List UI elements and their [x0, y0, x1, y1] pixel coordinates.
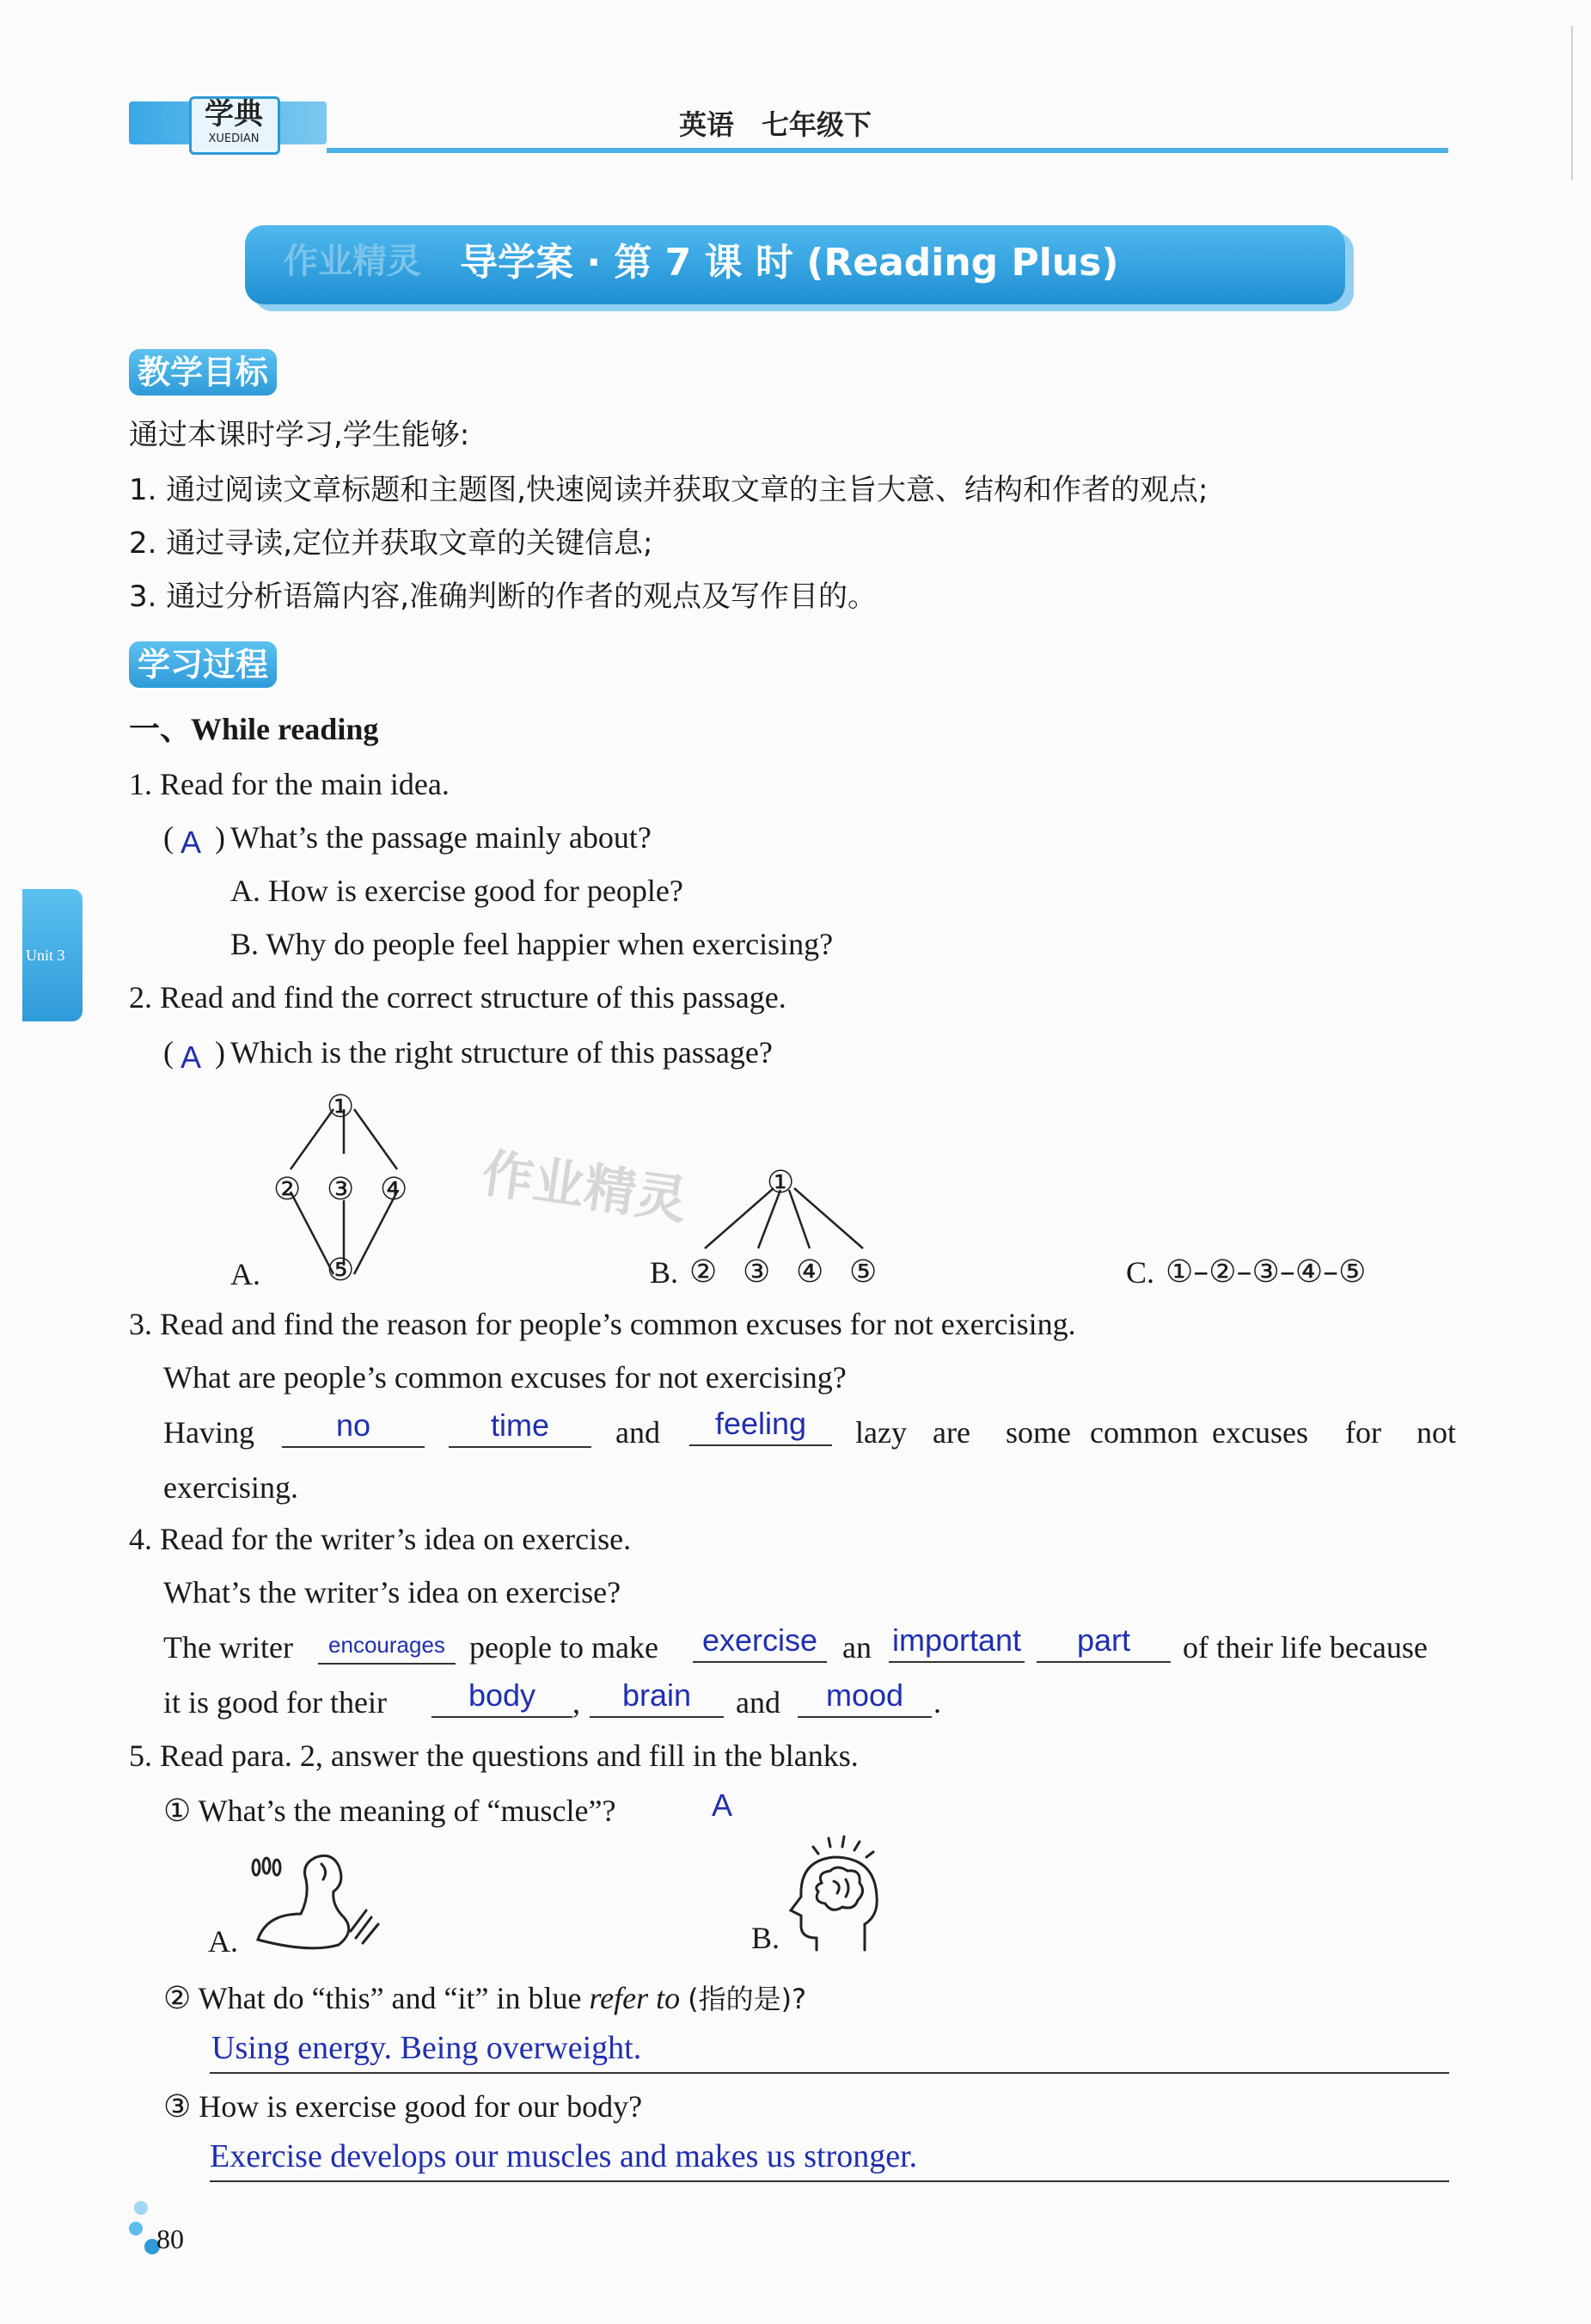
q4-period: . [933, 1685, 941, 1720]
side-unit-tab [22, 889, 83, 1021]
goal-item-3: 3. 通过分析语篇内容,准确判断的作者的观点及写作目的。 [129, 579, 878, 614]
q5-sub2-text: ② What do “this” and “it” in blue [163, 1981, 582, 2015]
q4-blank-2 [693, 1622, 827, 1663]
q5-sub3-answer: Exercise develops our muscles and makes us stronger. [210, 2138, 918, 2174]
q1-option-a: A. How is exercise good for people? [230, 874, 683, 908]
q3-title: 3. Read and find the reason for people’s common excuses for not exercising. [129, 1307, 1076, 1341]
q3-word-are: are [933, 1415, 970, 1450]
q3-word-and: and [615, 1415, 660, 1450]
diagram-a-node-2: ② [273, 1172, 302, 1207]
q1-title: 1. Read for the main idea. [129, 767, 450, 801]
diagram-b-node-2: ② [689, 1254, 718, 1290]
logo-cn: 学典 [205, 97, 263, 132]
banner-title: 导学案 · 第 7 课 时 (Reading Plus) [460, 241, 1119, 285]
q3-answer-2: time [490, 1407, 549, 1443]
q5-sub3-line [210, 2180, 1449, 2182]
goals-tag: 教学目标 [129, 349, 277, 396]
q4-question: What’s the writer’s idea on exercise? [163, 1575, 621, 1610]
q3-question: What are people’s common excuses for not exercising? [163, 1360, 847, 1395]
q4-blank-6 [590, 1677, 724, 1718]
side-unit-label: Unit 3 [26, 947, 65, 964]
q4-blank-1 [318, 1623, 456, 1665]
page-watermark: 作业精灵 [478, 1143, 691, 1232]
q2-bracket-open: ( [163, 1035, 174, 1070]
q5-sub2-italic: refer to [589, 1981, 681, 2015]
q3-blank-2 [449, 1407, 591, 1448]
q4-blank-4 [1037, 1622, 1171, 1663]
header-subject: 英语 七年级下 [679, 108, 872, 141]
goal-item-1: 1. 通过阅读文章标题和主题图,快速阅读并获取文章的主旨大意、结构和作者的观点; [129, 473, 1209, 507]
brain-option-b-label: B. [751, 1921, 780, 1955]
q3-answer-3: feeling [714, 1406, 807, 1441]
q4-text-and: and [736, 1685, 780, 1720]
diagram-a-node-5: ⑤ [327, 1253, 355, 1288]
q4-answer-5: body [468, 1677, 536, 1713]
page-number: 80 [156, 2223, 184, 2254]
q5-sub2-answer: Using energy. Being overweight. [211, 2030, 642, 2066]
process-tag: 学习过程 [129, 641, 277, 688]
q2-answer: A [181, 1039, 202, 1075]
q4-answer-7: mood [825, 1677, 904, 1713]
diagram-c-chain: ①–②–③–④–⑤ [1166, 1254, 1367, 1290]
diagram-b-node-4: ④ [796, 1254, 824, 1290]
q3-blank-3 [689, 1405, 832, 1446]
q3-word-excuses: excuses [1212, 1415, 1308, 1450]
goal-item-2: 2. 通过寻读,定位并获取文章的关键信息; [129, 526, 653, 561]
diagram-c-label: C. [1126, 1255, 1155, 1290]
q4-answer-6: brain [621, 1677, 692, 1713]
diagram-b-label: B. [650, 1255, 679, 1290]
q1-prompt: What’s the passage mainly about? [230, 820, 652, 855]
q2-bracket-close: ) [215, 1035, 225, 1070]
q1-bracket-open: ( [163, 820, 174, 855]
q4-text-people: people to make [469, 1630, 658, 1665]
q4-title: 4. Read for the writer’s idea on exercise. [129, 1522, 632, 1556]
q4-blank-7 [798, 1677, 932, 1718]
muscle-option-a-label: A. [208, 1924, 238, 1959]
q2-prompt: Which is the right structure of this passage? [230, 1035, 773, 1070]
q3-word-not: not [1417, 1415, 1457, 1450]
q1-answer: A [181, 825, 202, 860]
q5-sub2 [163, 1979, 806, 2018]
q3-word-lazy: lazy [855, 1415, 907, 1450]
q3-blank-1 [282, 1407, 425, 1448]
q1-bracket-close: ) [215, 820, 225, 855]
muscle-arm-image [249, 1845, 387, 1957]
q4-answer-4: part [1076, 1622, 1131, 1658]
goals-intro: 通过本课时学习,学生能够: [129, 418, 470, 452]
diagram-b-node-5: ⑤ [849, 1254, 878, 1290]
q5-sub2-line [210, 2072, 1449, 2074]
header-rule [327, 148, 1448, 153]
diagram-a-node-3: ③ [327, 1172, 355, 1207]
q4-text-life: of their life because [1183, 1630, 1428, 1665]
diagram-a-node-1: ① [327, 1089, 355, 1125]
q5-sub2-end: (指的是)? [688, 1983, 807, 2015]
logo-en: XUEDIAN [208, 132, 260, 145]
page-edge-rule [1571, 26, 1573, 181]
q4-answer-3: important [891, 1622, 1022, 1658]
diagram-a-node-4: ④ [380, 1172, 408, 1207]
q5-sub1-answer: A [712, 1787, 733, 1823]
q3-word-having: Having [163, 1415, 254, 1450]
q2-title: 2. Read and find the correct structure of this passage. [129, 980, 786, 1015]
q3-answer-1: no [335, 1407, 371, 1443]
q3-word-common: common [1090, 1415, 1198, 1450]
brain-head-image [782, 1831, 894, 1960]
q3-continuation: exercising. [163, 1470, 298, 1505]
diagram-a-label: A. [230, 1257, 260, 1291]
q5-title: 5. Read para. 2, answer the questions and fill in the blanks. [129, 1738, 859, 1773]
q4-text-an: an [842, 1630, 872, 1665]
section-title: 一、While reading [129, 712, 379, 746]
q4-comma: , [572, 1685, 580, 1720]
q5-sub3: ③ How is exercise good for our body? [163, 2089, 643, 2124]
q4-text-writer: The writer [163, 1630, 293, 1665]
q3-word-for: for [1345, 1415, 1381, 1450]
q4-text-good: it is good for their [163, 1685, 387, 1720]
diagram-b-node-1: ① [767, 1165, 795, 1200]
q4-blank-3 [889, 1622, 1025, 1663]
banner-watermark: 作业精灵 [284, 242, 421, 281]
q4-answer-2: exercise [701, 1622, 818, 1658]
q4-answer-1: encourages [328, 1632, 445, 1658]
q1-option-b: B. Why do people feel happier when exercising? [230, 927, 834, 961]
q5-sub1: ① What’s the meaning of “muscle”? [163, 1794, 616, 1828]
diagram-b-node-3: ③ [743, 1254, 771, 1290]
q4-blank-5 [431, 1677, 572, 1718]
q3-word-some: some [1006, 1415, 1071, 1450]
